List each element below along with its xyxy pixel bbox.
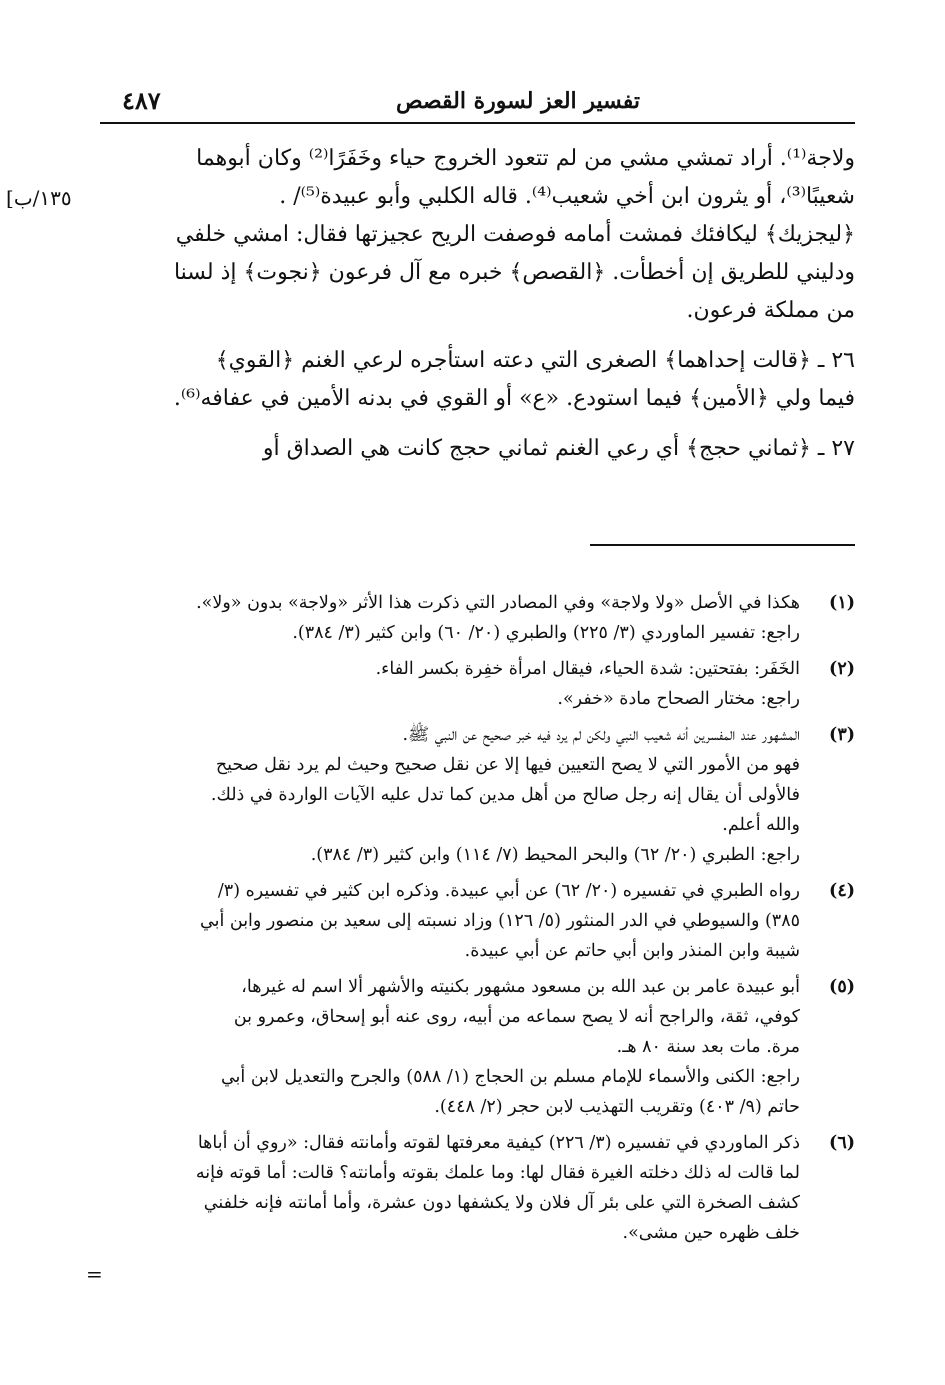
footnote-line: مرة. مات بعد سنة ٨٠ هـ.: [616, 1037, 800, 1057]
footnote-number: (٣): [829, 725, 855, 745]
footnote-line: حاتم (٩/ ٤٠٣) وتقريب التهذيب لابن حجر (٢/ ٤٤٨).: [434, 1097, 800, 1117]
footnote-6: [100, 1128, 855, 1248]
main-text: [100, 140, 855, 468]
verse-26-line: فيما ولي ﴿الأمين﴾ فيما استودع. «ع» أو القوي في بدنه الأمين في عفافه⁽⁶⁾.: [173, 386, 855, 411]
footnote-line: شيبة وابن المنذر وابن أبي حاتم عن أبي عبيدة.: [464, 941, 800, 961]
footnote-line: راجع: مختار الصحاح مادة «خفر».: [557, 689, 800, 709]
footnote-number: (١): [829, 593, 855, 613]
footnote-line: ذكر الماوردي في تفسيره (٣/ ٢٢٦) كيفية معرفتها لقوته وأمانته فقال: «روي أن أباها: [197, 1133, 800, 1153]
footnote-line: أبو عبيدة عامر بن عبد الله بن مسعود مشهور بكنيته والأشهر ألا اسم له غيرها،: [241, 977, 800, 997]
footnote-line: والله أعلم.: [722, 815, 800, 835]
manuscript-folio-marker: [١٣٥/ب: [6, 186, 72, 210]
footnote-line: كشف الصخرة التي على بئر آل فلان ولا يكشفها دون عشرة، وأما أمانته فإنه خلفني: [203, 1193, 800, 1213]
footnote-line: راجع: الطبري (٢٠/ ٦٢) والبحر المحيط (٧/ ١١٤) وابن كثير (٣/ ٣٨٤).: [310, 845, 800, 865]
body-line: من مملكة فرعون.: [686, 298, 855, 323]
footnote-number: (٦): [829, 1133, 855, 1153]
body-line: شعيبًا⁽³⁾، أو يثرون ابن أخي شعيب⁽⁴⁾. قاله الكلبي وأبو عبيدة⁽⁵⁾/ .: [279, 184, 855, 209]
footnotes: [100, 588, 855, 1254]
footnote-line: رواه الطبري في تفسيره (٢٠/ ٦٢) عن أبي عبيدة. وذكره ابن كثير في تفسيره (٣/: [217, 881, 800, 901]
footnote-line: راجع: الكنى والأسماء للإمام مسلم بن الحجاج (١/ ٥٨٨) والجرح والتعديل لابن أبي: [220, 1067, 800, 1087]
footnote-3: [100, 720, 855, 870]
continuation-mark: =: [86, 1262, 103, 1286]
body-line: ﴿ليجزيك﴾ ليكافئك فمشت أمامه فوصفت الريح عجيزتها فقال: امشي خلفي: [175, 222, 855, 247]
footnote-line: كوفي، ثقة، والراجح أنه لا يصح سماعه من أبيه، روى عنه أبو إسحاق، وعمرو بن: [233, 1007, 800, 1027]
footnote-line: فالأولى أن يقال إنه رجل صالح من أهل مدين كما تدل عليه الآيات الواردة في ذلك.: [210, 785, 800, 805]
footnote-number: (٢): [829, 659, 855, 679]
footnote-number: (٥): [829, 977, 855, 997]
footnote-line: الخَفَر: بفتحتين: شدة الحياء، فيقال امرأة خفِرة بكسر الفاء.: [375, 659, 800, 679]
footnote-2: [100, 654, 855, 714]
verse-27-line: ٢٧ ـ ﴿ثماني حجج﴾ أي رعي الغنم ثماني حجج كانت هي الصداق أو: [262, 436, 855, 461]
footnote-separator: [590, 544, 855, 546]
footnote-5: [100, 972, 855, 1122]
page-number: ٤٨٧: [122, 86, 161, 115]
footnote-line: راجع: تفسير الماوردي (٣/ ٢٢٥) والطبري (٢٠/ ٦٠) وابن كثير (٣/ ٣٨٤).: [292, 623, 800, 643]
running-title: تفسير العز لسورة القصص: [395, 88, 640, 114]
footnote-line: ٣٨٥) والسيوطي في الدر المنثور (٥/ ١٢٦) وزاد نسبته إلى سعيد بن منصور وابن أبي: [199, 911, 800, 931]
body-line: ولاجة⁽¹⁾. أراد تمشي مشي من لم تتعود الخروج حياء وخَفَرًا⁽²⁾ وكان أبوهما: [196, 146, 855, 171]
footnote-line: خلف ظهره حين مشى».: [622, 1223, 800, 1243]
footnote-4: [100, 876, 855, 966]
body-line: ودليني للطريق إن أخطأت. ﴿القصص﴾ خبره مع آل فرعون ﴿نجوت﴾ إذ لسنا: [173, 260, 855, 285]
page-header: [100, 82, 855, 122]
footnote-line: المشهور عند المفسرين أنه شعيب النبي ولكن لم يرد فيه خبر صحيح عن النبي ﷺ.: [402, 725, 800, 745]
header-rule: [100, 122, 855, 124]
verse-26-line: ٢٦ ـ ﴿قالت إحداهما﴾ الصغرى التي دعته استأجره لرعي الغنم ﴿القوي﴾: [215, 348, 855, 373]
footnote-line: فهو من الأمور التي لا يصح التعيين فيها إلا عن نقل صحيح وحيث لم يرد نقل صحيح: [215, 755, 800, 775]
footnote-1: [100, 588, 855, 648]
footnote-line: هكذا في الأصل «ولا ولاجة» وفي المصادر التي ذكرت هذا الأثر «ولاجة» بدون «ولا».: [196, 593, 800, 613]
footnote-number: (٤): [829, 881, 855, 901]
footnote-line: لما قالت له ذلك دخلته الغيرة فقال لها: وما علمك بقوته وأمانته؟ قالت: أما قوته فإنه: [195, 1163, 800, 1183]
